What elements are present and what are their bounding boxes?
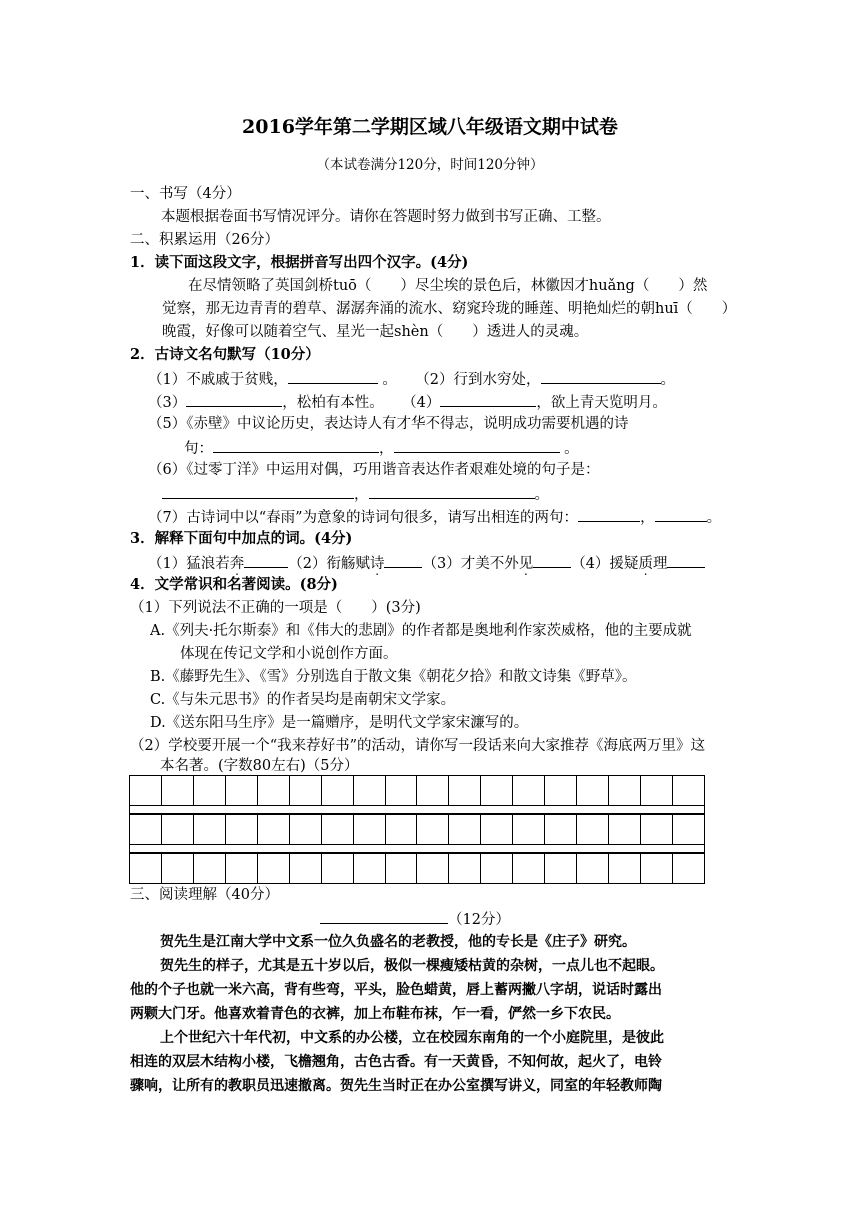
grid-cell[interactable]: [193, 776, 225, 806]
grid-cell[interactable]: [225, 776, 257, 806]
grid-cell[interactable]: [672, 854, 704, 884]
grid-cell[interactable]: [641, 776, 673, 806]
grid-cell[interactable]: [321, 854, 353, 884]
option-b: B.《藤野先生》、《雪》分别选自于散文集《朝花夕拾》和散文诗集《野草》。: [150, 669, 637, 685]
q1-line-1: 在尽情领略了英国剑桥tuō（ ）尽尘埃的景色后，林徽因才huǎng（ ）然: [188, 278, 708, 294]
q3-items: （1）猛浪若奔 （2）衔觞赋诗 （3）才美不外见 （4）援疑质理: [148, 552, 705, 574]
answer-blank[interactable]: [655, 506, 707, 522]
answer-blank[interactable]: [369, 483, 535, 499]
grid-cell[interactable]: [577, 854, 609, 884]
grid-cell[interactable]: [353, 776, 385, 806]
passage-p3-line-1: 上个世纪六十年代初，中文系的办公楼，立在校园东南角的一个小庭院里，是彼此: [160, 1030, 664, 1046]
answer-blank[interactable]: [667, 552, 705, 568]
q2-line-4: 句： ， 。: [184, 437, 579, 459]
writing-grid-row[interactable]: [129, 775, 705, 806]
answer-blank[interactable]: [578, 506, 640, 522]
grid-cell[interactable]: [449, 854, 481, 884]
grid-cell[interactable]: [609, 776, 641, 806]
grid-cell[interactable]: [609, 854, 641, 884]
q2-line-5: （6）《过零丁洋》中运用对偶，巧用谐音表达作者艰难处境的句子是：: [148, 462, 600, 478]
grid-cell[interactable]: [672, 776, 704, 806]
passage-title-line: [320, 908, 510, 930]
dotted-char: 质: [638, 556, 653, 572]
page-title: 2016学年第二学期区域八年级语文期中试卷: [242, 116, 618, 138]
q2-item-2: （2）行到水穷处，: [415, 372, 541, 388]
grid-cell[interactable]: [289, 815, 321, 845]
grid-cell[interactable]: [609, 815, 641, 845]
grid-row-gap: [129, 805, 705, 814]
q2-line-1: （1）不戚戚于贫贱， 。 （2）行到水穷处， 。: [148, 368, 675, 390]
section-2-heading: 二、积累运用（26分）: [130, 232, 279, 248]
answer-blank[interactable]: [213, 437, 379, 453]
grid-cell[interactable]: [385, 854, 417, 884]
grid-cell[interactable]: [481, 854, 513, 884]
q1-line-2: 觉察，那无边青青的碧草、潺潺奔涌的流水、窈窕玲珑的睡莲、明艳灿烂的朝huī（ ）: [162, 301, 737, 317]
grid-cell[interactable]: [385, 776, 417, 806]
grid-cell[interactable]: [577, 776, 609, 806]
answer-blank[interactable]: [533, 552, 571, 568]
answer-blank[interactable]: [440, 391, 536, 407]
answer-blank[interactable]: [541, 368, 661, 384]
q4-sub-1: （1）下列说法不正确的一项是（ ）(3分): [130, 600, 421, 616]
grid-cell[interactable]: [513, 854, 545, 884]
q3-prompt: 3．解释下面句中加点的词。(4分): [130, 530, 353, 547]
grid-cell[interactable]: [513, 776, 545, 806]
grid-cell[interactable]: [417, 854, 449, 884]
q2-item-4: （4）: [402, 395, 441, 411]
grid-cell[interactable]: [672, 815, 704, 845]
grid-cell[interactable]: [449, 776, 481, 806]
grid-cell[interactable]: [577, 815, 609, 845]
passage-p2-line-3: 两颗大门牙。他喜欢着青色的衣裤，加上布鞋布袜，乍一看，俨然一乡下农民。: [130, 1006, 620, 1022]
grid-cell[interactable]: [225, 854, 257, 884]
answer-blank[interactable]: [394, 437, 560, 453]
grid-cell[interactable]: [130, 854, 162, 884]
grid-cell[interactable]: [161, 776, 193, 806]
passage-p3-line-2: 相连的双层木结构小楼，飞檐翘角，古色古香。有一天黄昏，不知何故，起火了，电铃: [130, 1054, 662, 1070]
dotted-char: 见: [518, 556, 534, 572]
option-a-line-2: 体现在传记文学和小说创作方面。: [180, 646, 398, 662]
grid-cell[interactable]: [289, 776, 321, 806]
writing-grid-row[interactable]: [129, 814, 705, 845]
section-1-text: 本题根据卷面书写情况评分。请你在答题时努力做到书写正确、工整。: [161, 209, 611, 225]
grid-cell[interactable]: [257, 854, 289, 884]
grid-cell[interactable]: [481, 776, 513, 806]
section-3-heading: 三、阅读理解（40分）: [130, 887, 279, 903]
grid-cell[interactable]: [417, 815, 449, 845]
grid-cell[interactable]: [641, 854, 673, 884]
passage-title-blank[interactable]: [320, 908, 448, 924]
grid-cell[interactable]: [161, 854, 193, 884]
passage-p3-line-3: 骤响，让所有的教职员迅速撤离。贺先生当时正在办公室撰写讲义，同室的年轻教师陶: [130, 1078, 662, 1094]
grid-cell[interactable]: [321, 776, 353, 806]
q2-prompt: 2．古诗文名句默写（10分）: [130, 346, 320, 363]
grid-cell[interactable]: [641, 815, 673, 845]
grid-cell[interactable]: [130, 776, 162, 806]
q4-prompt: 4．文学常识和名著阅读。(8分): [130, 576, 338, 593]
passage-p1: 贺先生是江南大学中文系一位久负盛名的老教授，他的专长是《庄子》研究。: [160, 934, 636, 950]
q2-item-3: （3）: [148, 395, 187, 411]
answer-blank[interactable]: [186, 391, 282, 407]
option-c: C.《与朱元思书》的作者吴均是南朝宋文学家。: [150, 692, 456, 708]
grid-cell[interactable]: [225, 815, 257, 845]
q1-line-3: 晚霞，好像可以随着空气、星光一起shèn（ ）透进人的灵魂。: [162, 324, 589, 340]
writing-grid-row[interactable]: [129, 853, 705, 884]
grid-cell[interactable]: [545, 815, 577, 845]
grid-cell[interactable]: [353, 815, 385, 845]
passage-score: （12分）: [448, 912, 510, 928]
grid-cell[interactable]: [353, 854, 385, 884]
q2-line-6: ， 。: [162, 483, 549, 505]
page-subtitle: （本试卷满分120分，时间120分钟）: [316, 157, 544, 173]
q2-line-3: （5）《赤壁》中议论历史，表达诗人有才华不得志，说明成功需要机遇的诗: [148, 416, 629, 432]
q4-sub-2-line-2: 本名著。(字数80左右)（5分）: [160, 758, 359, 774]
grid-cell[interactable]: [417, 776, 449, 806]
grid-cell[interactable]: [545, 854, 577, 884]
answer-blank[interactable]: [288, 368, 378, 384]
q2-line-2: （3） ，松柏有本性。 （4） ，欲上青天览明月。: [148, 391, 667, 413]
passage-p2-line-2: 他的个子也就一米六高，背有些弯，平头，脸色蜡黄，唇上蓄两撇八字胡，说话时露出: [130, 982, 662, 998]
grid-cell[interactable]: [289, 854, 321, 884]
answer-blank[interactable]: [244, 552, 288, 568]
grid-cell[interactable]: [385, 815, 417, 845]
dotted-char: 诗: [369, 556, 385, 572]
q4-sub-2-line-1: （2）学校要开展一个“我来荐好书”的活动，请你写一段话来向大家推荐《海底两万里》这: [130, 738, 706, 754]
grid-cell[interactable]: [161, 815, 193, 845]
grid-cell[interactable]: [545, 776, 577, 806]
dotted-char: 奔: [229, 556, 245, 572]
grid-cell[interactable]: [193, 854, 225, 884]
option-a-line-1: A.《列夫·托尔斯泰》和《伟大的悲剧》的作者都是奥地利作家茨威格，他的主要成就: [150, 623, 692, 639]
grid-cell[interactable]: [481, 815, 513, 845]
grid-cell[interactable]: [449, 815, 481, 845]
section-1-heading: 一、书写（4分）: [130, 186, 241, 202]
q2-line-7: （7）古诗词中以“春雨”为意象的诗词句很多，请写出相连的两句： ， 。: [148, 506, 721, 528]
grid-cell[interactable]: [321, 815, 353, 845]
grid-cell[interactable]: [257, 815, 289, 845]
grid-row-gap: [129, 844, 705, 853]
grid-cell[interactable]: [193, 815, 225, 845]
answer-blank[interactable]: [384, 552, 422, 568]
grid-cell[interactable]: [513, 815, 545, 845]
option-d: D.《送东阳马生序》是一篇赠序，是明代文学家宋濂写的。: [150, 715, 529, 731]
answer-blank[interactable]: [162, 483, 354, 499]
grid-cell[interactable]: [257, 776, 289, 806]
passage-p2-line-1: 贺先生的样子，尤其是五十岁以后，极似一棵瘦矮枯黄的杂树，一点儿也不起眼。: [160, 958, 664, 974]
grid-cell[interactable]: [130, 815, 162, 845]
q1-prompt: 1．读下面这段文字，根据拼音写出四个汉字。(4分): [130, 254, 469, 271]
q2-item-1: （1）不戚戚于贫贱，: [148, 372, 288, 388]
